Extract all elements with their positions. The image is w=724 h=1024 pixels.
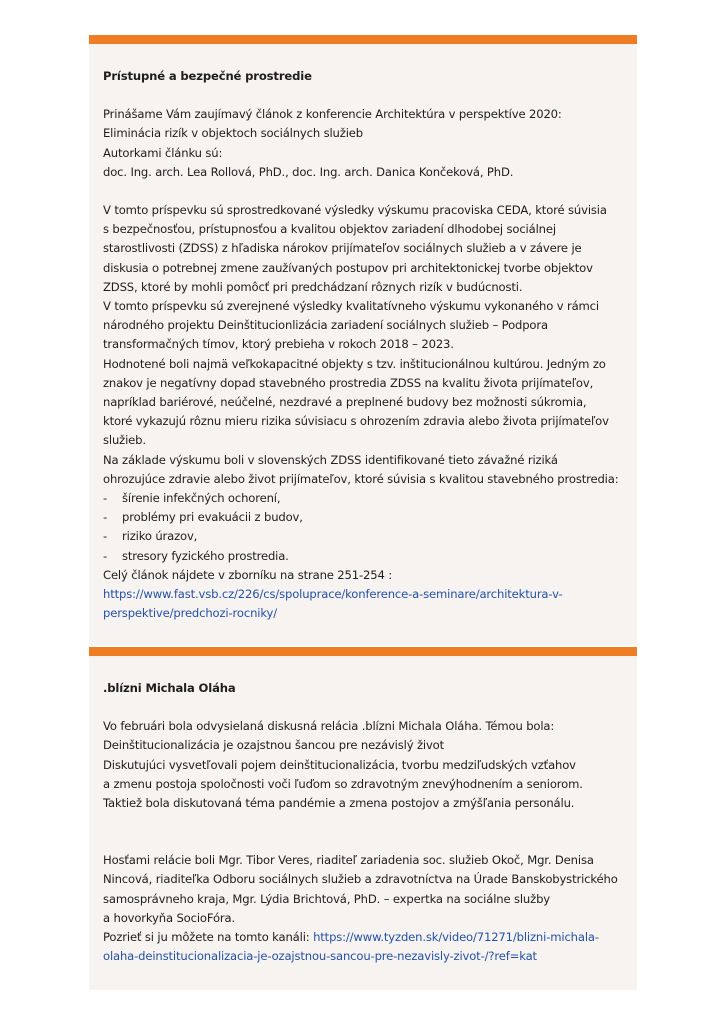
paragraph-line: a zmenu postoja spoločnosti voči ľuďom so zdravotným znevýhodnením a seniorom. — [103, 776, 583, 791]
accent-bar — [89, 35, 637, 44]
proceedings-link-line[interactable]: perspektive/predchozi-rocniky/ — [103, 606, 277, 621]
paragraph-line: Nincová, riaditeľka Odboru sociálnych služieb a zdravotníctva na Úrade Banskobystrického — [103, 872, 618, 887]
intro-line: Autorkami článku sú: — [103, 145, 223, 160]
proceedings-link-line[interactable]: https://www.fast.vsb.cz/226/cs/spoluprace/konference-a-seminare/architektura-v- — [103, 587, 563, 602]
paragraph-line: a hovorkyňa SocioFóra. — [103, 910, 235, 925]
bullet-marker: - — [103, 548, 108, 563]
proceedings-link[interactable] — [103, 585, 627, 623]
paragraph-line: Deinštitucionalizácia je ozajstnou šancou pre nezávislý život — [103, 738, 444, 753]
authors-line: doc. Ing. arch. Lea Rollová, PhD., doc. Ing. arch. Danica Končeková, PhD. — [103, 164, 514, 179]
risk-list-item — [103, 489, 627, 508]
risk-list-item-text: stresory fyzického prostredia. — [122, 548, 289, 563]
risk-list-item — [103, 547, 627, 566]
link-intro: Celý článok nájdete v zborníku na strane 251-254 : — [103, 567, 392, 582]
bullet-marker: - — [103, 510, 108, 525]
paragraph-line: Vo februári bola odvysielaná diskusná relácia .blízni Michala Oláha. Témou bola: — [103, 719, 555, 734]
article-title: Prístupné a bezpečné prostredie — [103, 69, 312, 83]
article-card-accessible-environment — [89, 35, 637, 645]
body-line: národného projektu Deinštitucionlizácia zariadení sociálnych služieb – Podpora — [103, 318, 548, 333]
risk-list-item — [103, 527, 627, 546]
body-line: diskusia o potrebnej zmene zaužívaných postupov pri architektonickej tvorbe objektov — [103, 260, 593, 275]
channel-intro: Pozrieť si ju môžete na tomto kanáli: — [103, 930, 314, 945]
risk-list-item — [103, 508, 627, 527]
body-line: znakov je negatívny dopad stavebného prostredia ZDSS na kvalitu života prijímateľov, — [103, 375, 594, 390]
article-title: .blízni Michala Oláha — [103, 681, 236, 695]
bullet-marker: - — [103, 529, 108, 544]
body-line: V tomto príspevku sú sprostredkované výsledky výskumu pracoviska CEDA, ktoré súvisia — [103, 203, 607, 218]
intro-line: Eliminácia rizík v objektoch sociálnych služieb — [103, 126, 363, 141]
body-line: ohrozujúce zdravie alebo život prijímateľov, ktoré súvisia s kvalitou stavebného prostredia: — [103, 471, 619, 486]
body-line: Na základe výskumu boli v slovenských ZDSS identifikované tieto závažné riziká — [103, 452, 558, 467]
body-line: Hodnotené boli najmä veľkokapacitné objekty s tzv. inštitucionálnou kultúrou. Jedným zo — [103, 356, 606, 371]
video-link[interactable]: https://www.tyzden.sk/video/71271/blizni-michala- — [313, 930, 599, 945]
body-line: starostlivosti (ZDSS) z hľadiska nárokov prijímateľov sociálnych služieb a v závere je — [103, 241, 582, 256]
article-content — [103, 679, 627, 966]
body-line: s bezpečnosťou, prístupnosťou a kvalitou objektov zariadení dlhodobej sociálnej — [103, 222, 556, 237]
body-line: ktoré vykazujú rôznu mieru rizika súvisiacu s ohrozením zdravia alebo života prijímateľov — [103, 414, 609, 429]
paragraph-line: Diskutujúci vysvetľovali pojem deinštitucionalizácia, tvorbu medziľudských vzťahov — [103, 757, 576, 772]
body-line: transformačných tímov, ktorý prebieha v rokoch 2018 – 2023. — [103, 337, 454, 352]
risk-list-item-text: problémy pri evakuácii z budov, — [122, 510, 303, 525]
body-line: napríklad bariérové, neúčelné, nezdravé a preplnené budovy bez možnosti súkromia, — [103, 395, 587, 410]
risk-list-item-text: šírenie infekčných ochorení, — [122, 491, 281, 506]
body-line: V tomto príspevku sú zverejnené výsledky kvalitatívneho výskumu vykonaného v rámci — [103, 299, 599, 314]
article-content — [103, 67, 627, 623]
body-line: ZDSS, ktoré by mohli pomôcť pri predchádzaní rôznych rizík v budúcnosti. — [103, 279, 523, 294]
paragraph-line: samosprávneho kraja, Mgr. Lýdia Brichtová, PhD. – expertka na sociálne služby — [103, 891, 550, 906]
paragraph-line: Taktiež bola diskutovaná téma pandémie a zmena postojov a zmýšľania personálu. — [103, 796, 575, 811]
bullet-marker: - — [103, 491, 108, 506]
paragraph-line: Hosťami relácie boli Mgr. Tibor Veres, riaditeľ zariadenia soc. služieb Okoč, Mgr. Denisa — [103, 853, 594, 868]
article-card-blizni — [89, 647, 637, 990]
accent-bar — [89, 647, 637, 656]
channel-line — [103, 928, 627, 947]
risk-list-item-text: riziko úrazov, — [122, 529, 198, 544]
intro-line: Prinášame Vám zaujímavý článok z konferencie Architektúra v perspektíve 2020: — [103, 107, 562, 122]
video-link-continued[interactable]: olaha-deinstitucionalizacia-je-ozajstnou-sancou-pre-nezavisly-zivot-/?ref=kat — [103, 949, 537, 964]
body-line: služieb. — [103, 433, 146, 448]
